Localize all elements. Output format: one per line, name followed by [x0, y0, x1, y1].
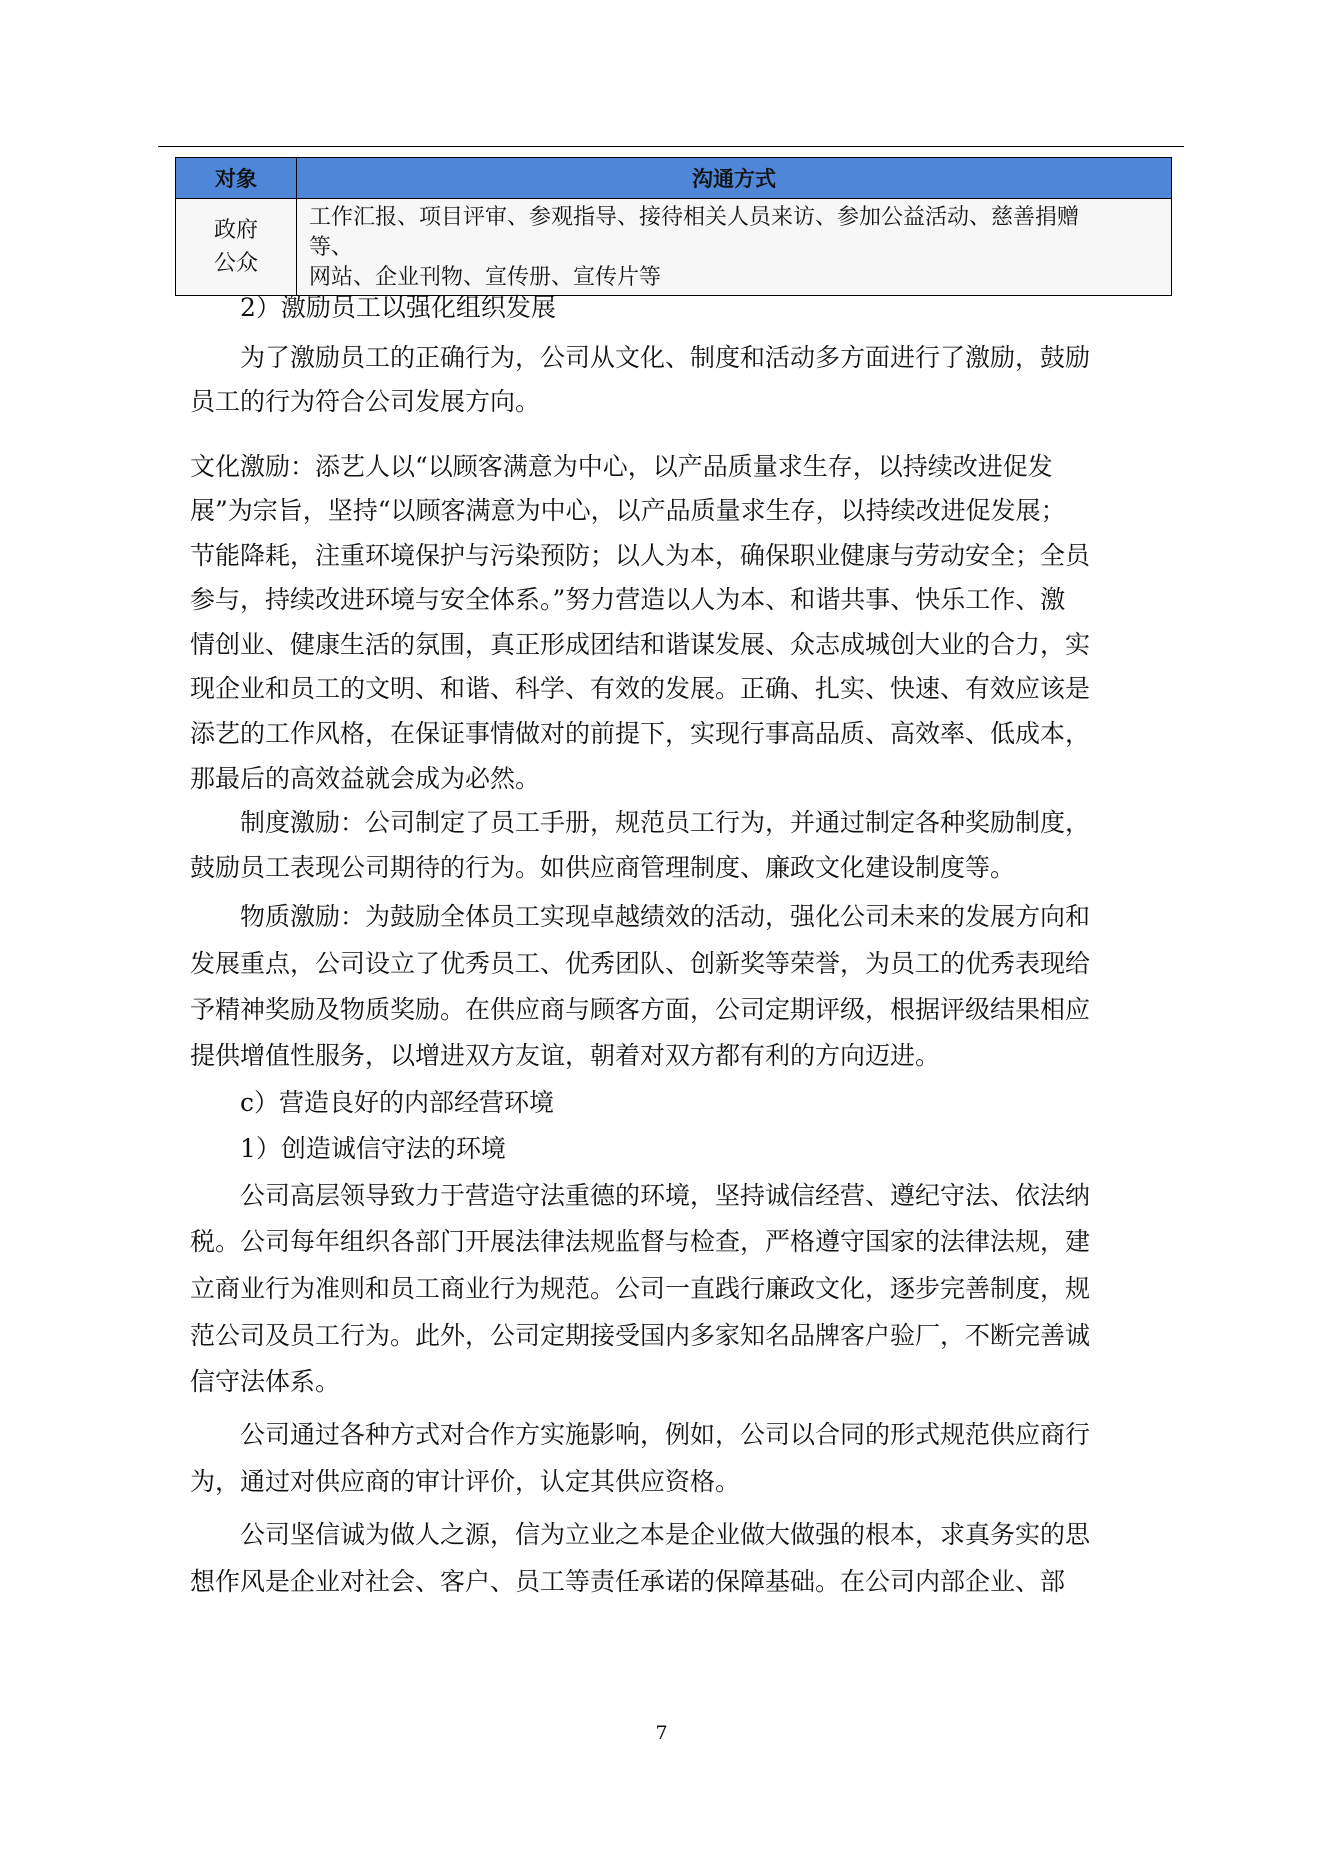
body-line: 为了激励员工的正确行为，公司从文化、制度和活动多方面进行了激励，鼓励 [240, 343, 1091, 372]
section-heading: 2）激励员工以强化组织发展 [240, 293, 556, 322]
body-line: 现企业和员工的文明、和谐、科学、有效的发展。正确、扎实、快速、有效应该是 [190, 674, 1091, 703]
body-line: 展”为宗旨，坚持“以顾客满意为中心，以产品质量求生存，以持续改进促发展； [190, 496, 1066, 525]
body-line: 公司通过各种方式对合作方实施影响，例如，公司以合同的形式规范供应商行 [240, 1420, 1091, 1449]
body-line: 想作风是企业对社会、客户、员工等责任承诺的保障基础。在公司内部企业、部 [190, 1567, 1066, 1596]
page-number: 7 [655, 1722, 668, 1744]
method-cell [297, 199, 1172, 296]
body-line: 情创业、健康生活的氛围，真正形成团结和谐谋发展、众志成城创大业的合力，实 [190, 630, 1091, 659]
body-line: 节能降耗，注重环境保护与污染预防；以人为本，确保职业健康与劳动安全；全员 [190, 541, 1091, 570]
body-line: 提供增值性服务，以增进双方友谊，朝着对双方都有利的方向迈进。 [190, 1041, 941, 1070]
body-line: 那最后的高效益就会成为必然。 [190, 764, 541, 793]
object-line: 政府 [213, 218, 258, 243]
method-line: 等、 [309, 235, 354, 260]
body-line: 税。公司每年组织各部门开展法律法规监督与检查，严格遵守国家的法律法规，建 [190, 1227, 1091, 1256]
body-line: 发展重点，公司设立了优秀员工、优秀团队、创新奖等荣誉，为员工的优秀表现给 [190, 949, 1091, 978]
body-line: 鼓励员工表现公司期待的行为。如供应商管理制度、廉政文化建设制度等。 [190, 853, 1016, 882]
body-line: 制度激励：公司制定了员工手册，规范员工行为，并通过制定各种奖励制度， [240, 808, 1091, 837]
body-line: 予精神奖励及物质奖励。在供应商与顾客方面，公司定期评级，根据评级结果相应 [190, 995, 1091, 1024]
table-row [176, 199, 1172, 296]
body-line: 立商业行为准则和员工商业行为规范。公司一直践行廉政文化，逐步完善制度，规 [190, 1274, 1091, 1303]
body-line: 添艺的工作风格，在保证事情做对的前提下，实现行事高品质、高效率、低成本， [190, 719, 1091, 748]
body-line: 参与，持续改进环境与安全体系。”努力营造以人为本、和谐共事、快乐工作、激 [190, 585, 1066, 614]
method-line: 工作汇报、项目评审、参观指导、接待相关人员来访、参加公益活动、慈善捐赠 [309, 205, 1080, 230]
body-line: 为，通过对供应商的审计评价，认定其供应资格。 [190, 1467, 741, 1496]
header-cell-object: 对象 [176, 158, 297, 199]
body-line: 公司高层领导致力于营造守法重德的环境，坚持诚信经营、遵纪守法、依法纳 [240, 1181, 1091, 1210]
body-line: 范公司及员工行为。此外，公司定期接受国内多家知名品牌客户验厂，不断完善诚 [190, 1321, 1091, 1350]
table-header-row [176, 158, 1172, 199]
object-cell [176, 199, 297, 296]
body-line: 员工的行为符合公司发展方向。 [190, 387, 541, 416]
body-line: 信守法体系。 [190, 1367, 341, 1396]
header-rule [158, 146, 1184, 147]
body-line: 文化激励：添艺人以“以顾客满意为中心，以产品质量求生存，以持续改进促发 [190, 452, 1053, 481]
body-line: 物质激励：为鼓励全体员工实现卓越绩效的活动，强化公司未来的发展方向和 [240, 902, 1091, 931]
method-line: 网站、企业刊物、宣传册、宣传片等 [309, 265, 662, 290]
communication-table [175, 157, 1172, 296]
object-line: 公众 [213, 251, 258, 276]
section-heading: 1）创造诚信守法的环境 [240, 1134, 506, 1163]
body-line: 公司坚信诚为做人之源，信为立业之本是企业做大做强的根本，求真务实的思 [240, 1520, 1091, 1549]
header-cell-method: 沟通方式 [297, 158, 1172, 199]
section-heading: c）营造良好的内部经营环境 [240, 1088, 555, 1117]
